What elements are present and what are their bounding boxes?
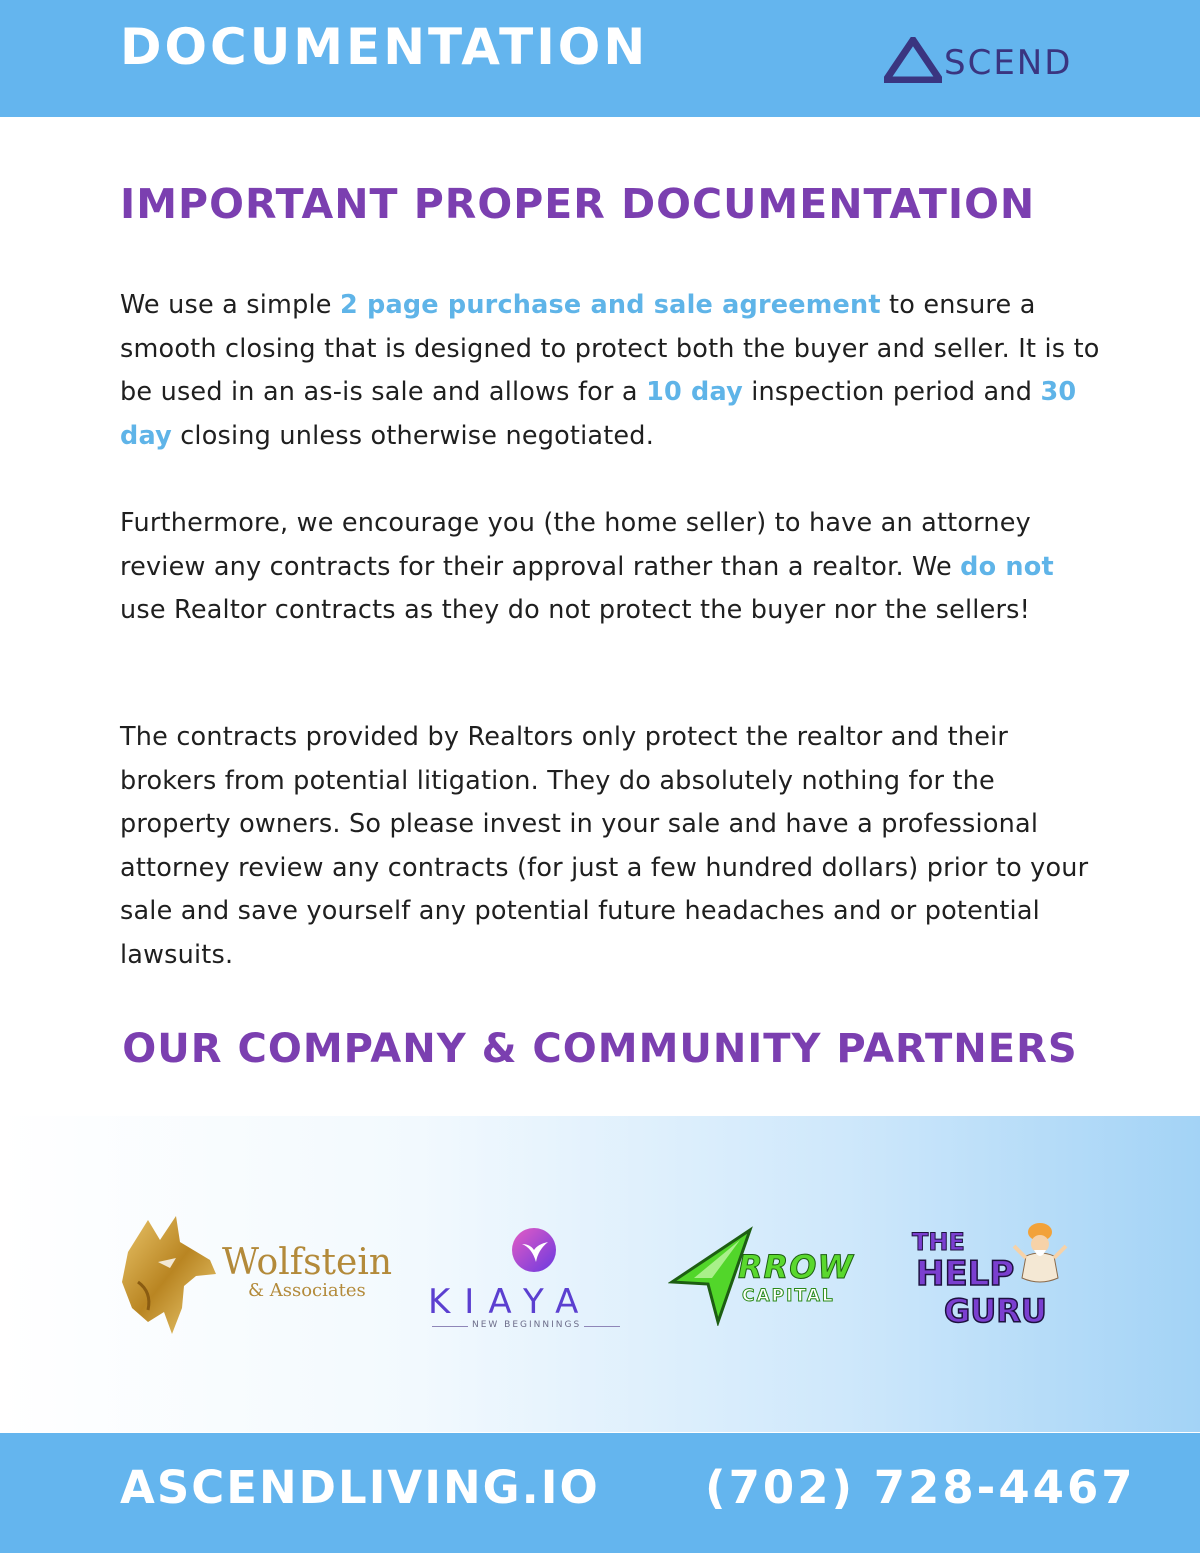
footer-bar (0, 1433, 1200, 1553)
partner-name-line2: HELP (916, 1254, 1015, 1294)
partner-subtitle: NEW BEGINNINGS (472, 1320, 582, 1330)
highlight-agreement: 2 page purchase and sale agreement (339, 290, 881, 320)
paragraph-realtor-contracts: The contracts provided by Realtors only protect the realtor and their brokers from potential litigation. They do absolutely nothing for the property owners. So please invest in your sale and have a professional attorney review any contracts (for just a few hundred dollars) prior to your sale and save yourself any potential future headaches and or potential lawsuits. (120, 722, 1089, 970)
divider (432, 1326, 468, 1327)
page-title: DOCUMENTATION (120, 18, 649, 76)
partner-help-guru-logo (908, 1222, 1078, 1332)
guru-figure-icon (1012, 1222, 1068, 1288)
partner-subtitle: CAPITAL (742, 1286, 835, 1306)
partner-name: RROW (738, 1248, 854, 1286)
highlight-10-day: 10 day (646, 377, 743, 407)
text-run: to ensure a smooth closing that is designed to protect both the buyer and seller. It is to be used in an as-is sale and allows for a (120, 290, 1100, 407)
partner-arrow-capital-logo (668, 1226, 868, 1326)
phone-number[interactable]: (702) 728-4467 (705, 1461, 1136, 1514)
section-heading-documentation: IMPORTANT PROPER DOCUMENTATION (120, 180, 1036, 228)
ascend-triangle-icon (884, 37, 942, 83)
partners-band (0, 1116, 1200, 1432)
text-run: closing unless otherwise negotiated. (171, 420, 654, 451)
partner-name: Wolfstein (222, 1242, 393, 1283)
partners-heading: OUR COMPANY & COMMUNITY PARTNERS (122, 1026, 1078, 1072)
paragraph-attorney (120, 502, 1100, 633)
hummingbird-icon (508, 1222, 560, 1274)
partner-name: KIAYA (428, 1282, 593, 1322)
wolf-head-icon (118, 1212, 218, 1337)
text-run: We use a simple (120, 290, 340, 320)
website-link[interactable]: ASCENDLIVING.IO (120, 1461, 600, 1514)
partner-kiaya-logo (424, 1220, 634, 1340)
divider (584, 1326, 620, 1327)
header-bar (0, 0, 1200, 117)
text-run: use Realtor contracts as they do not protect the buyer nor the sellers! (120, 595, 1031, 625)
partner-name-line3: GURU (944, 1292, 1047, 1330)
partner-name-line1: THE (912, 1228, 965, 1256)
highlight-30-day: 30 day (120, 377, 1077, 451)
logo-wordmark: SCEND (944, 43, 1073, 83)
text-run: inspection period and (742, 377, 1041, 407)
highlight-do-not: do not (960, 551, 1054, 582)
partner-wolfstein-logo (118, 1212, 398, 1337)
text-run: Furthermore, we encourage you (the home seller) to have an attorney review any contracts for their approval rather than a realtor. We (120, 508, 1031, 582)
ascend-logo (884, 36, 1072, 84)
paragraph-agreement (120, 284, 1100, 458)
partner-subtitle: & Associates (248, 1280, 366, 1301)
